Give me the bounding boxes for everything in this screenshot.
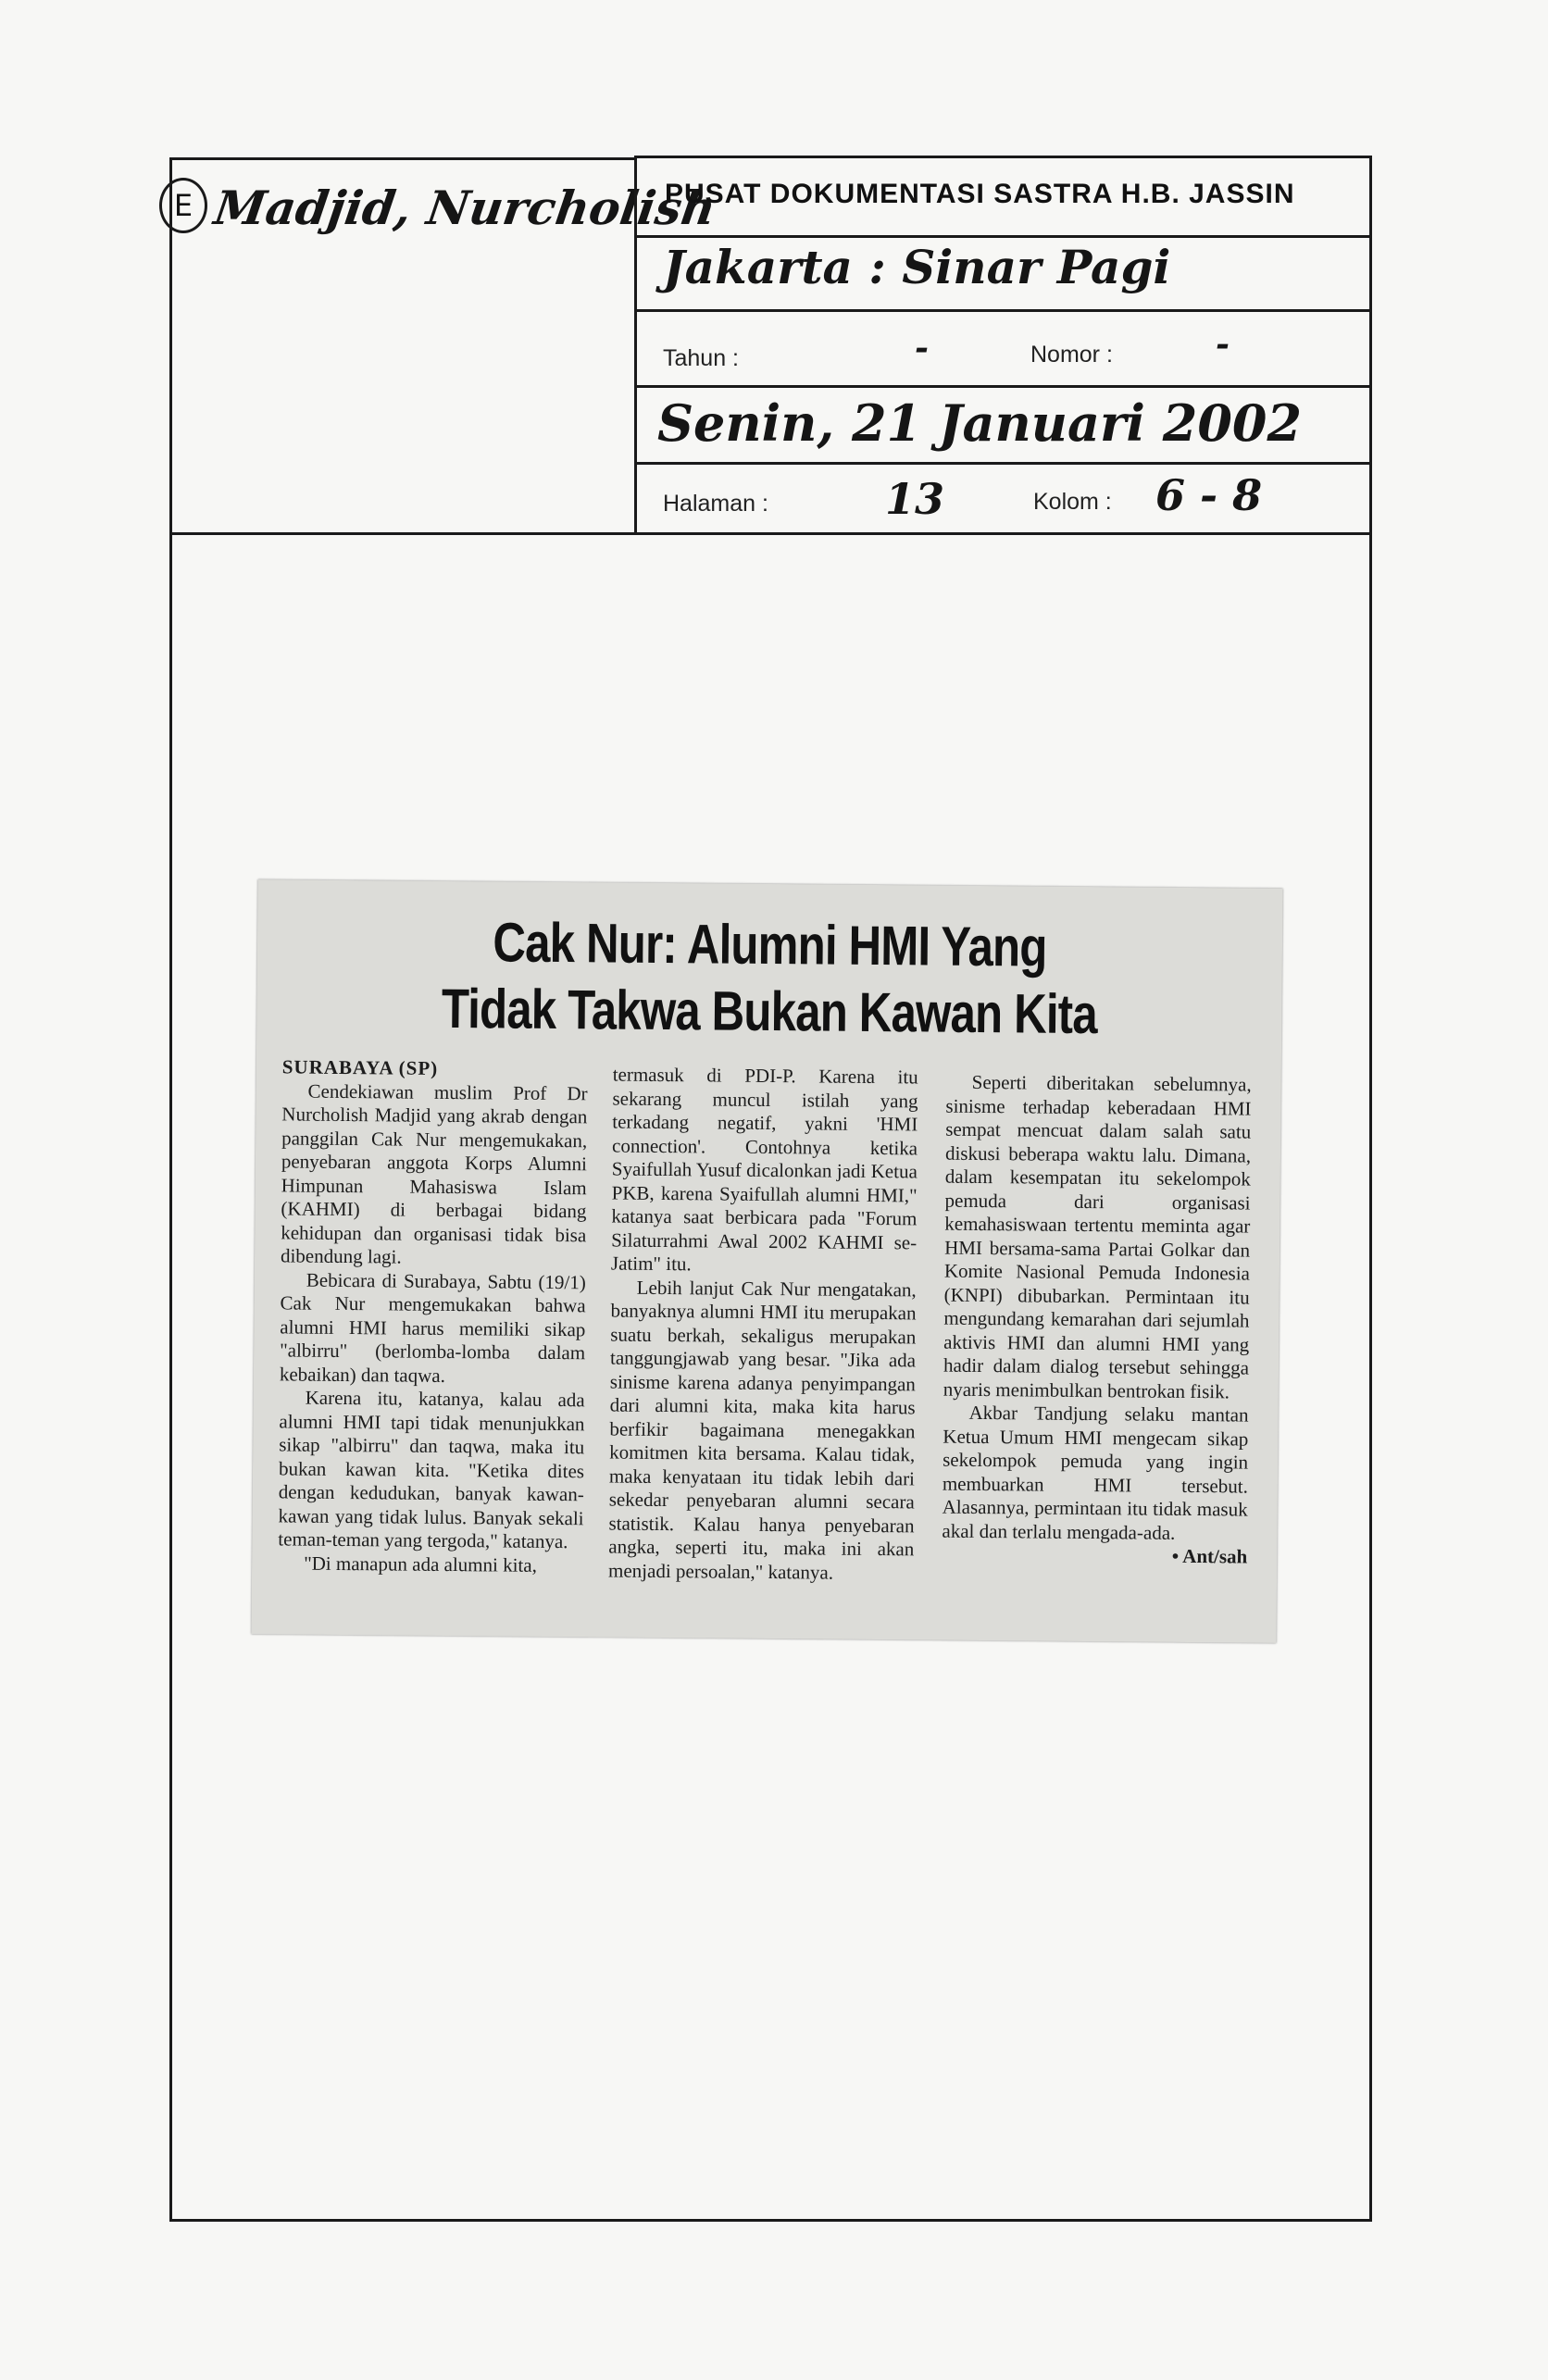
col2-paragraph: Lebih lanjut Cak Nur mengatakan, banyaknya alumni HMI itu merupakan suatu berkah, sekaligus merupakan tanggungjawab yang besar. "Jika ada sinisme karena adanya penyimpangan dari alumni kita, maka kita harus berfikir bagaimana menegakkan komitmen kita bersama. Kalau tidak, maka kenyataan itu tidak lebih dari sekedar penyebaran alumni secara statistik. Kalau hanya penyebaran angka, seperti itu, maka ini akan menjadi persoalan," katanya. (607, 1276, 917, 1584)
newspaper-clipping (251, 879, 1282, 1643)
archive-title: PUSAT DOKUMENTASI SASTRA H.B. JASSIN (665, 179, 1295, 209)
article-credit: • Ant/sah (1171, 1544, 1248, 1568)
article-dateline: SURABAYA (SP) (281, 1055, 439, 1079)
halaman-label: Halaman : (663, 491, 768, 517)
header-row-halaman-kolom (637, 465, 1369, 537)
tahun-label: Tahun : (663, 345, 740, 371)
col1-paragraph: Cendekiawan muslim Prof Dr Nurcholish Madjid yang akrab dengan panggilan Cak Nur mengemukakan, penyebaran anggota Korps Alumni Himpunan Mahasiswa Islam (KAHMI) di berbagai bidang kehidupan dan organisasi tidak bisa dibendung lagi. (280, 1079, 588, 1268)
tahun-value: - (915, 329, 929, 368)
col1-paragraph: Karena itu, katanya, kalau ada alumni HMI tapi tidak menunjukkan sikap "albirru" dan taqwa, maka itu bukan kawan kita. "Ketika dites dengan kedudukan, banyak kawan-kawan yang tidak lulus. Banyak sekali teman-teman yang tergoda," katanya. (278, 1386, 585, 1553)
article-column-3 (942, 1071, 1252, 1569)
article-headline (349, 908, 1191, 1049)
headline-line-2: Tidak Takwa Bukan Kawan Kita (441, 977, 1098, 1046)
nomor-value: - (1216, 325, 1230, 364)
date-handwritten: Senin, 21 Januari 2002 (657, 393, 1303, 453)
col2-paragraph: termasuk di PDI-P. Karena itu sekarang muncul istilah yang terkadang negatif, yakni 'HMI connection'. Contohnya ketika Syaifullah Yusuf dicalonkan jadi Ketua PKB, karena Syaifullah alumni HMI," katanya saat berbicara pada "Forum Silaturrahmi Awal 2002 KAHMI se-Jatim" itu. (610, 1063, 918, 1276)
header-row-date (637, 388, 1369, 465)
header-row-title (637, 158, 1369, 238)
col3-paragraph: Akbar Tandjung selaku mantan Ketua Umum HMI mengecam sikap sekelompok pemuda yang ingin membuarkan HMI tersebut. Alasannya, permintaan itu tidak masuk akal dan terlalu mengada-ada. (942, 1401, 1249, 1544)
article-column-2 (608, 1064, 918, 1586)
subject-code-circle: E (159, 178, 207, 233)
source-handwritten: Jakarta : Sinar Pagi (663, 240, 1171, 294)
col3-paragraph: Seperti diberitakan sebelumnya, sinisme terhadap keberadaan HMI sempat mencuat dalam salah satu diskusi beberapa waktu lalu. Dimana, dalam kesempatan itu sekelompok pemuda dari organisasi kemahasiswaan tertentu meminta agar HMI bersama-sama Partai Golkar dan Komite Nasional Pemuda Indonesia (KNPI) dibubarkan. Permintaan itu mengundang kemarahan dari sejumlah aktivis HMI dan alumni HMI yang hadir dalam dialog tersebut sehingga nyaris menimbulkan bentrokan fisik. (943, 1070, 1252, 1402)
kolom-label: Kolom : (1033, 489, 1112, 515)
kolom-value: 6 - 8 (1155, 470, 1263, 520)
col1-paragraph: "Di manapun ada alumni kita, (304, 1551, 537, 1576)
subject-handwritten: Madjid, Nurcholish (210, 181, 719, 235)
article-column-1 (278, 1055, 588, 1577)
header-row-tahun-nomor (637, 312, 1369, 388)
header-row-source (637, 238, 1369, 312)
col1-paragraph: Bebicara di Surabaya, Sabtu (19/1) Cak Nur mengemukakan bahwa alumni HMI harus memiliki sikap "albirru" (berlomba-lomba dalam kebaikan) dan taqwa. (279, 1268, 586, 1387)
headline-line-1: Cak Nur: Alumni HMI Yang (493, 911, 1047, 978)
halaman-value: 13 (885, 474, 945, 524)
archive-header-table (634, 156, 1372, 534)
nomor-label: Nomor : (1030, 342, 1113, 368)
